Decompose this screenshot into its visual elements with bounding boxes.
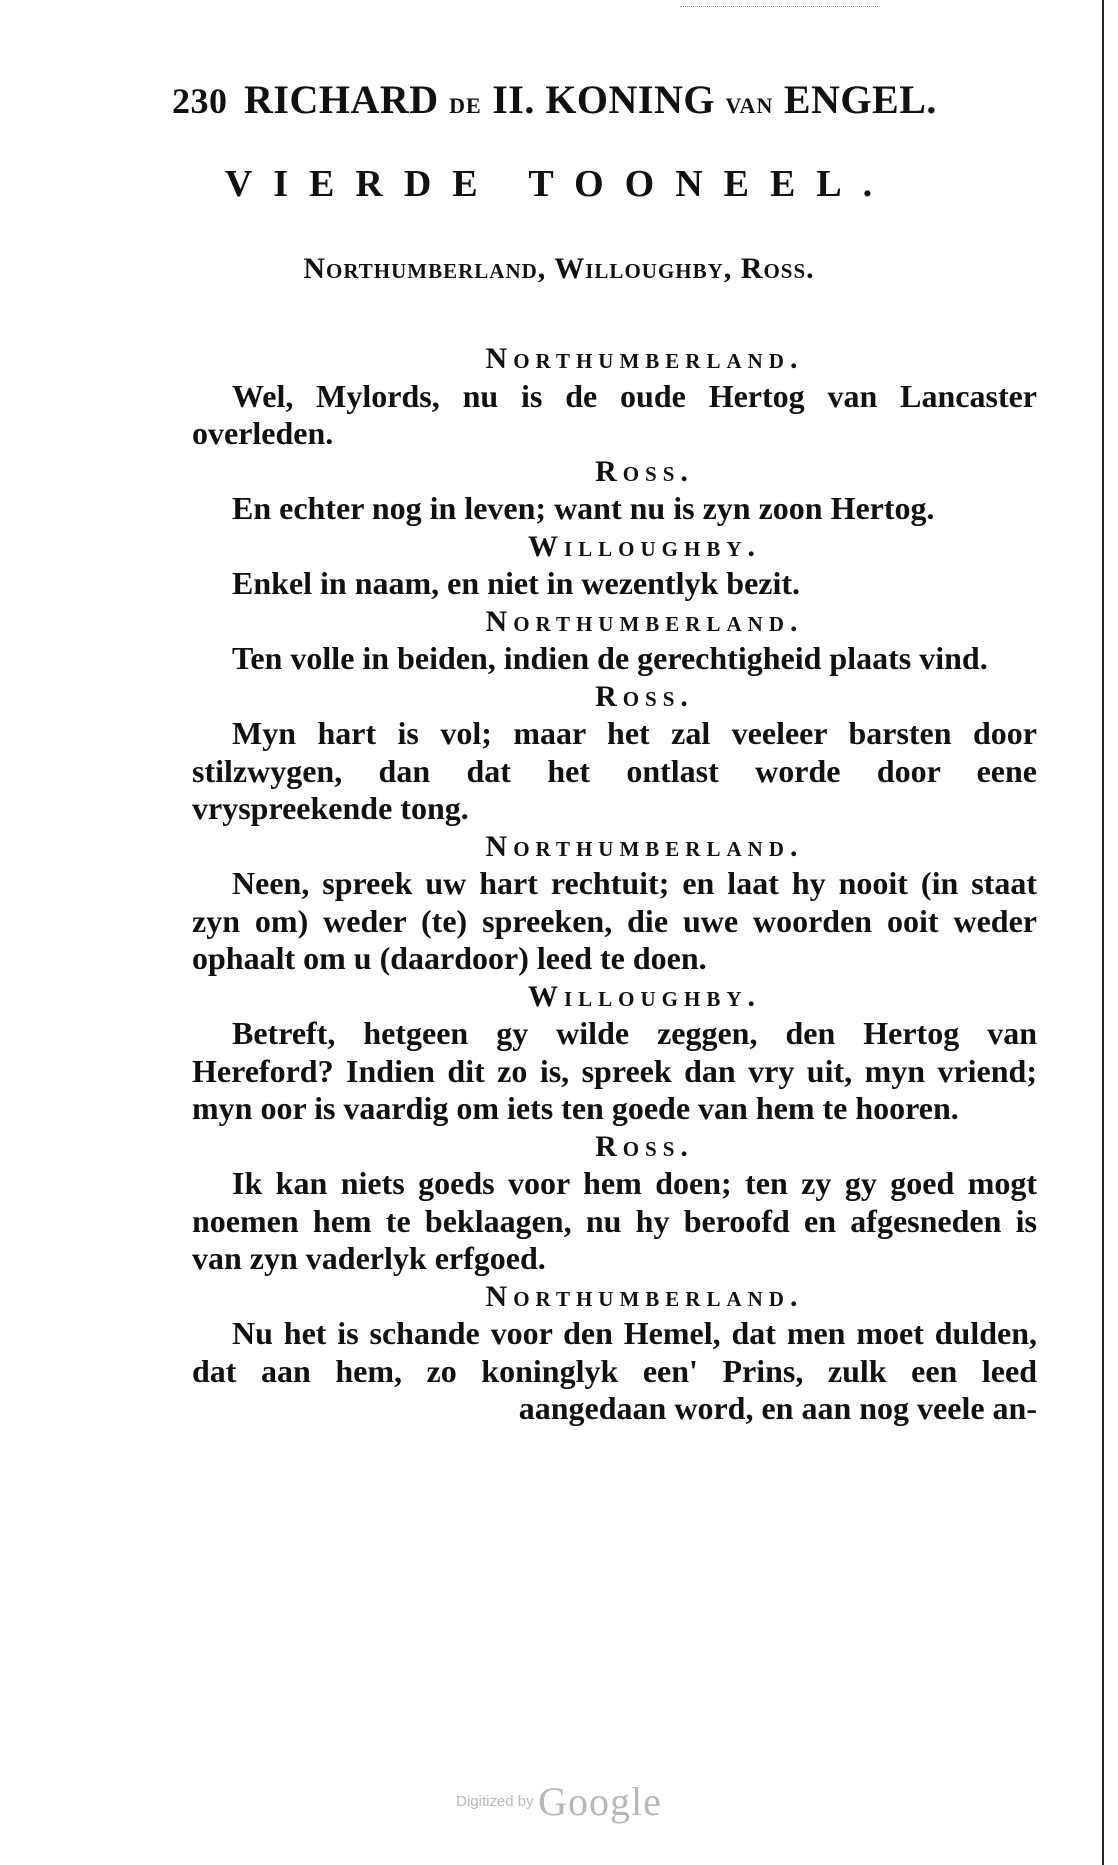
speaker-name: Ross. bbox=[595, 1129, 694, 1163]
speaker-name: Northumberland. bbox=[485, 829, 804, 863]
speech-text: Neen, spreek uw hart rechtuit; en laat hy nooit (in staat zyn om) weder (te) spreeken, die uwe woorden ooit weder ophaalt om u (daardoor) leed te doen. bbox=[192, 865, 1037, 976]
header-title-e: ENGEL. bbox=[783, 77, 937, 122]
speech-text: Ten volle in beiden, indien de gerechtigheid plaats vind. bbox=[232, 640, 988, 676]
speech-text: Enkel in naam, en niet in wezentlyk bezit. bbox=[232, 565, 801, 601]
speech-text: En echter nog in leven; want nu is zyn zoon Hertog. bbox=[232, 490, 935, 526]
google-logo: Google bbox=[538, 1779, 662, 1824]
header-title-d: VAN bbox=[725, 93, 774, 118]
page-top-mark bbox=[680, 0, 880, 7]
digitization-watermark bbox=[0, 1778, 1118, 1825]
scene-title: VIERDE TOONEEL. bbox=[224, 163, 894, 205]
header-title-a: RICHARD bbox=[244, 77, 439, 122]
speech-text: Myn hart is vol; maar het zal veeleer barsten door stilzwygen, dan dat het ontlast worde door eene vryspreekende tong. bbox=[192, 715, 1037, 826]
running-header bbox=[172, 76, 972, 123]
digitized-by-label: Digitized by bbox=[456, 1793, 534, 1810]
speaker-name: Willoughby. bbox=[527, 979, 762, 1013]
speech-text: Wel, Mylords, nu is de oude Hertog van Lancaster overleden. bbox=[192, 377, 1037, 451]
speaker-name: Ross. bbox=[595, 679, 694, 713]
header-title-b: DE bbox=[449, 93, 482, 118]
speaker-name: Northumberland. bbox=[485, 342, 804, 375]
speaker-name: Ross. bbox=[595, 454, 694, 488]
speech-text: Nu het is schande voor den Hemel, dat men moet dulden, dat aan hem, zo koninglyk een' Prins, zulk een leed aangedaan word, en aan nog veele an- bbox=[192, 1315, 1037, 1426]
page-number: 230 bbox=[172, 81, 228, 121]
speaker-name: Northumberland. bbox=[485, 1279, 804, 1313]
speaker-name: Northumberland. bbox=[485, 604, 804, 638]
speech-text: Ik kan niets goeds voor hem doen; ten zy gy goed mogt noemen hem te beklaagen, nu hy beroofd en afgesneden is van zyn vaderlyk erfgoed. bbox=[192, 1165, 1037, 1276]
speech-text: Betreft, hetgeen gy wilde zeggen, den Hertog van Hereford? Indien dit zo is, spreek dan vry uit, myn vriend; myn oor is vaardig om iets ten goede van hem te hooren. bbox=[192, 1015, 1037, 1126]
header-title-c: II. KONING bbox=[492, 77, 715, 122]
dialogue-body bbox=[192, 340, 1037, 1428]
speaker-name: Willoughby. bbox=[527, 529, 762, 563]
scene-characters: Northumberland, Willoughby, Ross. bbox=[303, 252, 815, 285]
